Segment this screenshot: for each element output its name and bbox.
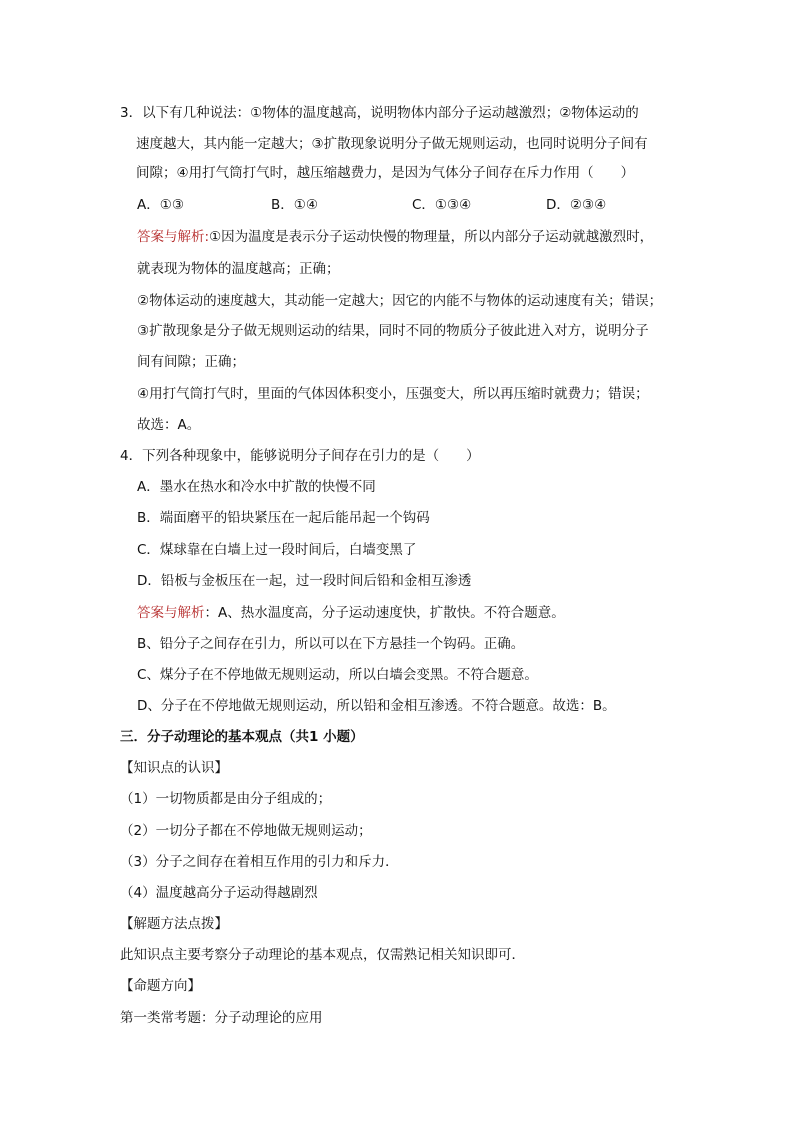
- q3-option-b: B．①④: [271, 197, 318, 213]
- q3-answer-text-1: ①因为温度是表示分子运动快慢的物理量，所以内部分子运动就越激烈时，: [209, 229, 654, 245]
- q3-answer-line-7: 故选：A。: [137, 417, 201, 433]
- knowledge-item-4: （4）温度越高分子运动得越剧烈: [120, 885, 318, 901]
- method-text: 此知识点主要考察分子动理论的基本观点，仅需熟记相关知识即可．: [120, 947, 525, 963]
- q4-answer-label: 答案与解析: [137, 605, 205, 621]
- direction-text: 第一类常考题：分子动理论的应用: [120, 1010, 323, 1026]
- q4-answer-line-3: C、煤分子在不停地做无规则运动，所以白墙会变黑。不符合题意。: [137, 667, 538, 683]
- q3-answer-line-2: 就表现为物体的温度越高；正确；: [137, 261, 340, 277]
- knowledge-item-1: （1）一切物质都是由分子组成的；: [120, 791, 332, 807]
- knowledge-item-2: （2）一切分子都在不停地做无规则运动；: [120, 823, 372, 839]
- q3-answer-line-6: ④用打气筒打气时，里面的气体因体积变小，压强变大，所以再压缩时就费力；错误；: [137, 386, 649, 402]
- q3-option-a: A．①③: [137, 197, 184, 213]
- q3-answer-line-4: ③扩散现象是分子做无规则运动的结果，同时不同的物质分子彼此进入对方，说明分子: [137, 323, 649, 339]
- q3-answer-label: 答案与解析:: [137, 229, 210, 245]
- knowledge-heading: 【知识点的认识】: [120, 760, 228, 776]
- q4-answer-line-4: D、分子在不停地做无规则运动，所以铅和金相互渗透。不符合题意。故选：B。: [137, 698, 616, 714]
- q3-option-c: C．①③④: [412, 197, 472, 213]
- direction-heading: 【命题方向】: [120, 978, 201, 994]
- q4-answer-text-1: ：A、热水温度高，分子运动速度快，扩散快。不符合题意。: [204, 605, 565, 621]
- q3-answer-line-1: [137, 228, 653, 246]
- q3-stem-line-1: 3．以下有几种说法：①物体的温度越高，说明物体内部分子运动越激烈；②物体运动的: [120, 105, 639, 121]
- q3-stem-line-2: 速度越大，其内能一定越大；③扩散现象说明分子做无规则运动，也同时说明分子间有: [136, 136, 648, 152]
- q4-option-b: B．端面磨平的铅块紧压在一起后能吊起一个钩码: [137, 510, 430, 526]
- q3-stem-line-3: 间隙；④用打气筒打气时，越压缩越费力，是因为气体分子间存在斥力作用（ ）: [136, 165, 635, 181]
- q3-answer-line-3: ②物体运动的速度越大，其动能一定越大；因它的内能不与物体的运动速度有关；错误；: [137, 293, 663, 309]
- method-heading: 【解题方法点拨】: [120, 916, 228, 932]
- q4-answer-line-1: [137, 604, 565, 622]
- section-3-title: 三．分子动理论的基本观点（共1 小题）: [120, 729, 364, 745]
- q4-option-c: C．煤球靠在白墙上过一段时间后，白墙变黑了: [137, 542, 417, 558]
- q3-answer-line-5: 间有间隙；正确；: [137, 354, 245, 370]
- q4-option-d: D．铅板与金板压在一起，过一段时间后铅和金相互渗透: [137, 573, 472, 589]
- q4-answer-line-2: B、铅分子之间存在引力，所以可以在下方悬挂一个钩码。正确。: [137, 636, 525, 652]
- knowledge-item-3: （3）分子之间存在着相互作用的引力和斥力．: [120, 854, 399, 870]
- q4-option-a: A．墨水在热水和冷水中扩散的快慢不同: [137, 479, 376, 495]
- q4-stem: 4．下列各种现象中，能够说明分子间存在引力的是（ ）: [120, 448, 480, 464]
- q3-option-d: D．②③④: [546, 197, 607, 213]
